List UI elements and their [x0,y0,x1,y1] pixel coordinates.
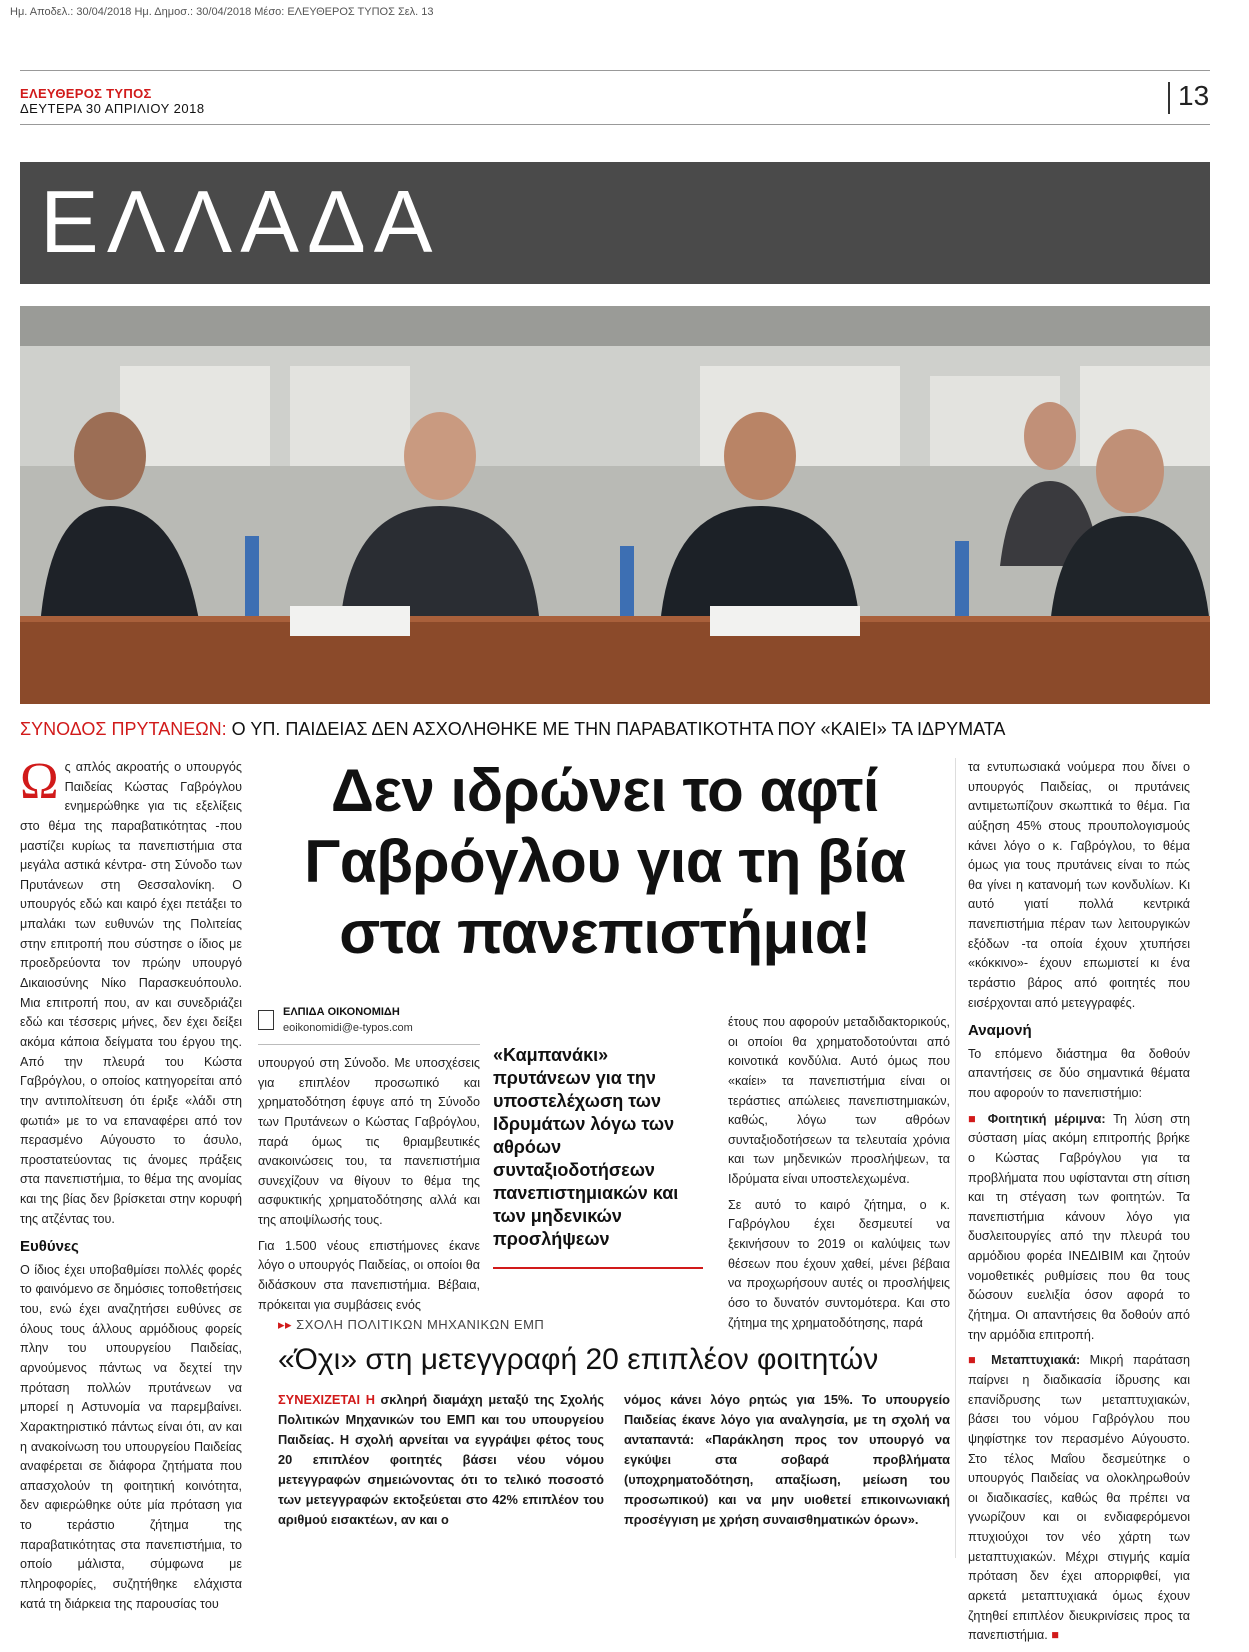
author-document-icon [258,1010,274,1030]
article-column-1 [20,753,242,1620]
column-divider [955,758,956,1558]
sidebar-paragraph-1: σκληρή διαμάχη μεταξύ της Σχολής Πολιτικών Μηχανικών του ΕΜΠ και του υπουργείου Παιδείας. Η σχολή αρνείται να εγγράψει φέτος τους 20 επιπλέον φοιτητές βάσει νέου νόμου μετεγγραφών σημειώνοντας ότι το τελικό ποσοστό των μετεγγραφών εκτοξεύεται στο 42% επιπλέον του αριθμού εισακτέων, αν και ο [278,1392,604,1527]
article-column-4 [968,758,1190,1652]
issue-date: ΔΕΥΤΕΡΑ 30 ΑΠΡΙΛΙΟΥ 2018 [20,101,205,116]
bullet-label: Μεταπτυχιακά: [991,1353,1081,1368]
col1-paragraph-2: Ο ίδιος έχει υποβαθμίσει πολλές φορές το φαινόμενο σε δημόσιες τοποθετήσεις του, ενώ έχει αναζητήσει ευθύνες σε όλους τους άλλους αρμόδιους φορείς πλην του υπουργείου Παιδείας, αρνούμενος πάντως να δεχτεί την πρόταση πολλών πρυτάνεων να μπορεί η Αστυνομία να παρεμβαίνει. Χαρακτηριστικό πάντως είναι ότι, αν και η ανακοίνωση του υπουργείου Παιδείας αναφέρεται σε διάφορα ζητήματα που απασχολούν τη φοιτητική κοινότητα, δεν αφιερώθηκε ούτε μία πρόταση για το τεράστιο ζήτημα της παραβατικότητας στα πανεπιστήμια, το οποίο μάλιστα, σύμφωνα με πληροφορίες, συζητήθηκε ελάχιστα κατά τη διάρκεια της παρουσίας του [20,1262,242,1611]
sidebar-lead: ΣΥΝΕΧΙΖΕΤΑΙ Η [278,1392,375,1407]
sidebar-kicker-text: ΣΧΟΛΗ ΠΟΛΙΤΙΚΩΝ ΜΗΧΑΝΙΚΩΝ ΕΜΠ [292,1317,545,1332]
header-rule [20,124,1210,125]
top-rule [20,70,1210,71]
subheading-responsibilities: Ευθύνες [20,1238,79,1256]
drop-cap: Ω [20,753,59,810]
author-email: eoikonomidi@e-typos.com [283,1022,413,1034]
bullet-student-care [968,1110,1190,1346]
author-name: ΕΛΠΙΔΑ ΟΙΚΟΝΟΜΙΔΗ [283,1006,400,1018]
newspaper-brand: ΕΛΕΥΘΕΡΟΣ ΤΥΠΟΣ [20,86,152,101]
sidebar-title: «Όχι» στη μετεγγραφή 20 επιπλέον φοιτητών [278,1343,879,1376]
col2-paragraph-2: Για 1.500 νέους επιστήμονες έκανε λόγο ο υπουργός Παιδείας, οι οποίοι θα διδάσκουν στα πανεπιστήμια. Βέβαια, πρόκειται για συμβάσεις ενός [258,1238,480,1312]
pull-quote: «Καμπανάκι» πρυτάνεων για την υποστελέχωση των Ιδρυμάτων λόγω των αθρόων συνταξιοδοτήσεων πανεπιστημιακών και των μηδενικών προσλήψεων [493,1045,679,1250]
double-arrow-icon: ▸▸ [278,1317,293,1332]
col2-paragraph-1: υπουργού στη Σύνοδο. Με υποσχέσεις για επιπλέον προσωπικό και χρηματοδότηση έφυγε από τη Σύνοδο των Πρυτάνεων ο Κώστας Γαβρόγλου, παρά όμως τις θριαμβευτικές ανακοινώσεις του, τα πανεπιστήμια συνεχίζουν να θίγουν το θέμα της ασφυκτικής χρηματοδότησης αλλά και της αποψίλωσής τους. [258,1056,480,1228]
article-photo [20,306,1210,704]
bullet-label: Φοιτητική μέριμνα: [987,1111,1106,1126]
kicker-label: ΣΥΝΟΔΟΣ ΠΡΥΤΑΝΕΩΝ: [20,719,227,739]
sidebar-column-1 [278,1390,604,1530]
sidebar-kicker [278,1317,544,1333]
clipping-meta: Ημ. Αποδελ.: 30/04/2018 Ημ. Δημοσ.: 30/04/2018 Μέσο: ΕΛΕΥΘΕΡΟΣ ΤΥΠΟΣ Σελ. 13 [10,6,434,18]
col4-paragraph-2: Το επόμενο διάστημα θα δοθούν απαντήσεις σε δύο σημαντικά θέματα που αφορούν το πανεπιστήμιο: [968,1046,1190,1100]
photo-illustration [20,306,1210,704]
author-rule [258,1044,480,1045]
bullet-square-icon: ■ [968,1111,988,1126]
headline: Δεν ιδρώνει το αφτί Γαβρόγλου για τη βία στα πανεπιστήμια! [304,757,906,966]
page-number-divider [1168,82,1170,114]
col1-paragraph-1: ς απλός ακροατής ο υπουργός Παιδείας Κώστας Γαβρόγλου ενημερώθηκε για τις εξελίξεις στο θέμα της παραβατικότητας -που μαστίζει κυρίως τα πανεπιστήμια στα μεγάλα αστικά κέντρα- στη Σύνοδο των Πρυτάνεων στη Θεσσαλονίκη. Ο υπουργός εδώ και καιρό έχει πετάξει το μπαλάκι των ευθυνών της Πολιτείας στην επιτροπή που σύστησε ο ίδιος με προεδρεύοντα τον πρώην υπουργό Δικαιοσύνης Νίκο Παρασκευόπουλο. Μια επιτροπή που, αν και συνεδριάζει εδώ και τέσσερις μήνες, δεν έχει δείξει ακόμα κάποια δείγματα του έργου της. Από την πλευρά του Κώστα Γαβρόγλου, ο οποίος κατηγορείται από την αντιπολίτευση ότι έριξε «λάδι στη φωτιά» με το να επαναφέρει από τον περασμένο Αύγουστο το άσυλο, προστατεύοντας τις άνομες πράξεις στα πανεπιστήμια, το θέμα της ανομίας και της βίας δεν βρίσκεται στην κορυφή της ατζέντας του. [20,760,242,1226]
kicker-text: Ο ΥΠ. ΠΑΙΔΕΙΑΣ ΔΕΝ ΑΣΧΟΛΗΘΗΚΕ ΜΕ ΤΗΝ ΠΑΡΑΒΑΤΙΚΟΤΗΤΑ ΠΟΥ «ΚΑΙΕΙ» ΤΑ ΙΔΡΥΜΑΤΑ [226,719,1006,739]
bullet-text: Τη λύση στη σύσταση μίας ακόμη επιτροπής βρήκε ο Κώστας Γαβρόγλου για τα προβλήματα που υφίστανται στη σίτιση και τη στέγαση των φοιτητών. Τα πανεπιστήμια κάνουν λόγο για δυσλειτουργίες από την πλευρά του αρμόδιου φορέα ΙΝΕΔΙΒΙΜ και ζητούν νομοθετικές ρυθμίσεις που θα τους δώσουν ευελιξία όσον αφορά το ζήτημα. Οι απαντήσεις θα δοθούν από την αρμόδια επιτροπή. [968,1111,1190,1342]
end-mark-icon: ■ [1051,1628,1059,1643]
bullet-square-icon: ■ [968,1353,992,1368]
col3-paragraph-2: Σε αυτό το καιρό ζήτημα, ο κ. Γαβρόγλου έχει δεσμευτεί να ξεκινήσουν το 2019 οι καλύψεις των θέσεων που έχουν χαθεί, μένει βέβαια να προχωρήσουν αυτές οι προσλήψεις όσο το δυνατόν συντομότερα. Και στο ζήτημα της χρηματοδότησης, παρά [728,1197,950,1330]
sidebar-column-2: νόμος κάνει λόγο ρητώς για 15%. Το υπουργείο Παιδείας έκανε λόγο για αναλγησία, με τη σχολή να ανταπαντά: «Παράκληση προς τον υπουργό να εγκύψει στα σοβαρά προβλήματα (υποχρηματοδότηση, απαξίωση, μείωση του προσωπικού) και να μην υιοθετεί επικοινωνιακή προσέγγιση με χρήση συναισθηματικών όρων». [624,1392,950,1527]
subheading-waiting: Αναμονή [968,1022,1032,1040]
article-column-2 [258,1054,480,1321]
page-number: 13 [1178,80,1210,111]
bullet-text: Μικρή παράταση παίρνει η διαδικασία ίδρυσης και επανίδρυσης των μεταπτυχιακών, βάσει του νόμου Γαβρόγλου που ψηφίστηκε τον περασμένο Αύγουστο. Στο τέλος Μαΐου δεσμεύτηκε ο υπουργός Παιδείας να ολοκληρωθούν οι διαδικασίες, καθώς θα πρέπει να γνωρίζουν και οι ενδιαφερόμενοι πτυχιούχοι τον νέο χάρτη των μεταπτυχιακών. Μέχρι στιγμής καμία πρόταση δεν έχει απορριφθεί, για αρκετά μεταπτυχιακά όμως έχουν ζητηθεί επιπλέον διευκρινίσεις προς τα πανεπιστήμια. [968,1353,1190,1643]
col4-paragraph-1: τα εντυπωσιακά νούμερα που δίνει ο υπουργός Παιδείας, οι πρυτάνεις αντιμετωπίζουν σκωπτικά το θέμα. Για αύξηση 45% στους προυπολογισμούς κάνει λόγο ο κ. Γαβρόγλου, το θέμα όμως για τους πρυτάνεις είναι το πώς θα γίνει η κατανομή των κονδυλίων. Κι αυτό γιατί πολλά κεντρικά πανεπιστήμια πέραν των λειτουργικών εξόδων -τα οποία έχουν χτυπήσει «κόκκινο»- έχουν επωμιστεί κι ένα τεράστιο βάρος από φοιτητές που εισέρχονται από μετεγγραφές. [968,760,1190,1010]
pull-quote-rule [493,1267,703,1269]
bullet-postgraduate [968,1351,1190,1646]
article-column-3 [728,1013,950,1339]
section-title: ΕΛΛΑΔΑ [40,172,441,271]
col3-paragraph-1: έτους που αφορούν μεταδιδακτορικούς, οι οποίοι θα χρηματοδοτούνται από κοινοτικά κονδύλια. Αυτό όμως που «καίει» τα πανεπιστήμια είναι οι τεράστιες απώλειες πανεπιστημιακών, καθώς, λόγω των αθρόων συνταξιοδοτήσεων τα τελευταία χρόνια και των μηδενικών προσλήψεων, τα Ιδρύματα είναι υποστελεχωμένα. [728,1015,950,1187]
article-kicker [20,719,1005,740]
